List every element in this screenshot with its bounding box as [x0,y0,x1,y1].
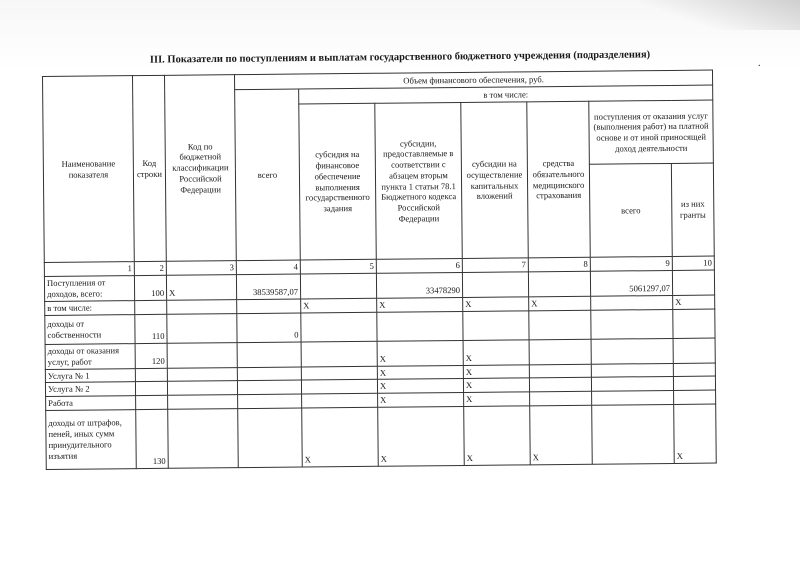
col-number: 9 [590,256,672,271]
cell-c7: X [463,340,529,366]
cell-bk [167,313,237,343]
cell-total [238,408,303,468]
cell-c6: X [377,365,463,380]
cell-c9 [591,338,673,364]
cell-c5 [300,273,376,299]
row-name: в том числе: [45,301,135,316]
row-name: Поступления от доходов, всего: [44,276,134,302]
col-number: 5 [300,259,376,274]
cell-c10 [673,338,715,363]
cell-total [237,299,301,313]
col-number: 3 [166,261,236,276]
cell-c8 [529,378,591,392]
cell-bk [168,409,239,469]
cell-c6: X [378,393,464,408]
col-number: 2 [134,261,166,275]
cell-bk [167,300,237,314]
cell-c9 [591,377,673,392]
header-oms: средства обязательного медицинского страхования [527,101,590,258]
cell-bk [167,342,237,368]
cell-c8: X [530,405,593,465]
header-sub-cap: субсидии на осуществление капитальных вложений [461,102,528,259]
row-name: Услуга № 2 [45,382,135,397]
header-total: всего [235,89,301,261]
cell-c8 [529,310,591,340]
cell-c5 [301,341,377,367]
cell-c9 [592,404,675,464]
row-code: 130 [136,409,169,468]
cell-c8 [528,271,590,297]
header-sub-task: субсидия на финансовое обеспечение выполнения государственного задания [299,103,376,260]
header-code: Код строки [133,75,167,261]
cell-c7: X [464,392,530,406]
header-bk: Код по бюджетной классификации Российской Федерации [164,75,236,262]
row-code [135,368,167,382]
cell-c9 [591,309,673,339]
cell-c9 [591,295,673,310]
cell-c10 [673,363,715,377]
cell-total [237,342,301,368]
row-code [135,382,167,396]
cell-total [237,367,301,381]
header-incl: в том числе: [299,85,713,104]
col-number: 7 [462,258,528,273]
cell-c5 [301,312,377,342]
cell-total [237,380,301,394]
col-number: 4 [236,260,300,275]
row-code: 100 [134,275,166,300]
cell-c10 [673,309,715,338]
cell-c6: X [377,379,463,394]
cell-c8 [529,339,591,365]
header-paid: поступления от оказания услуг (выполнения работ) на платной основе и от иной приносящей доход деятельности [589,100,714,164]
section-title: III. Показатели по поступлениям и выплатам государственного бюджетного учреждения (подразделения) [149,49,651,66]
cell-c5: X [301,298,377,312]
cell-c5 [301,366,377,380]
cell-c7 [462,272,528,298]
cell-total [238,394,302,408]
cell-bk [168,395,238,409]
cell-c10 [672,270,714,295]
col-number: 10 [672,256,714,270]
row-code [136,396,168,410]
table-row [46,404,717,469]
cell-c10: X [673,295,715,309]
cell-bk [167,367,237,381]
header-name: Наименование показателя [43,76,135,263]
cell-c8 [529,364,591,378]
cell-c6: X [377,340,463,366]
col-number: 1 [44,262,134,277]
cell-c10: X [674,404,717,463]
cell-c5: X [302,407,379,467]
cell-total: 0 [237,313,301,343]
row-name: Работа [46,396,136,411]
row-name: доходы от оказания услуг, работ [45,343,135,369]
cell-c7: X [463,378,529,392]
scan-shadow [640,0,800,30]
cell-c7: X [464,406,531,466]
cell-c10 [674,390,716,404]
finance-table-wrapper [42,70,716,470]
cell-bk: X [166,275,236,301]
row-name: Услуга № 1 [45,368,135,383]
corner-mark: . [758,58,761,69]
cell-c6: 33478290 [376,272,462,298]
cell-total: 38539587,07 [236,274,300,300]
cell-c7 [463,311,529,341]
row-name: доходы от собственности [45,314,135,344]
cell-c6: X [378,406,465,466]
cell-c7: X [463,365,529,379]
header-grants: из них гранты [671,163,714,256]
cell-c10 [673,377,715,391]
header-volume: Объем финансового обеспечения, руб. [234,70,712,90]
cell-c9 [592,391,674,406]
cell-c6 [377,311,463,341]
cell-c9 [591,363,673,378]
header-paid-total: всего [589,163,672,257]
cell-c7: X [463,297,529,311]
cell-c6: X [377,297,463,312]
col-number: 8 [528,257,590,272]
row-code: 120 [135,343,167,368]
row-code [135,300,167,314]
header-sub-781: субсидии, предоставляемые в соответствии с абзацем вторым пункта 1 статьи 78.1 Бюджетного кодекса Российской Федерации [375,102,462,259]
row-name: доходы от штрафов, пеней, иных сумм принудительного изъятия [46,410,137,470]
cell-c5 [302,393,378,407]
cell-c9: 5061297,07 [590,270,672,296]
row-code: 110 [135,314,167,343]
cell-bk [167,381,237,395]
cell-c8: X [529,296,591,310]
cell-c5 [301,380,377,394]
cell-c8 [530,391,592,405]
finance-table [42,70,717,470]
col-number: 6 [376,258,462,273]
